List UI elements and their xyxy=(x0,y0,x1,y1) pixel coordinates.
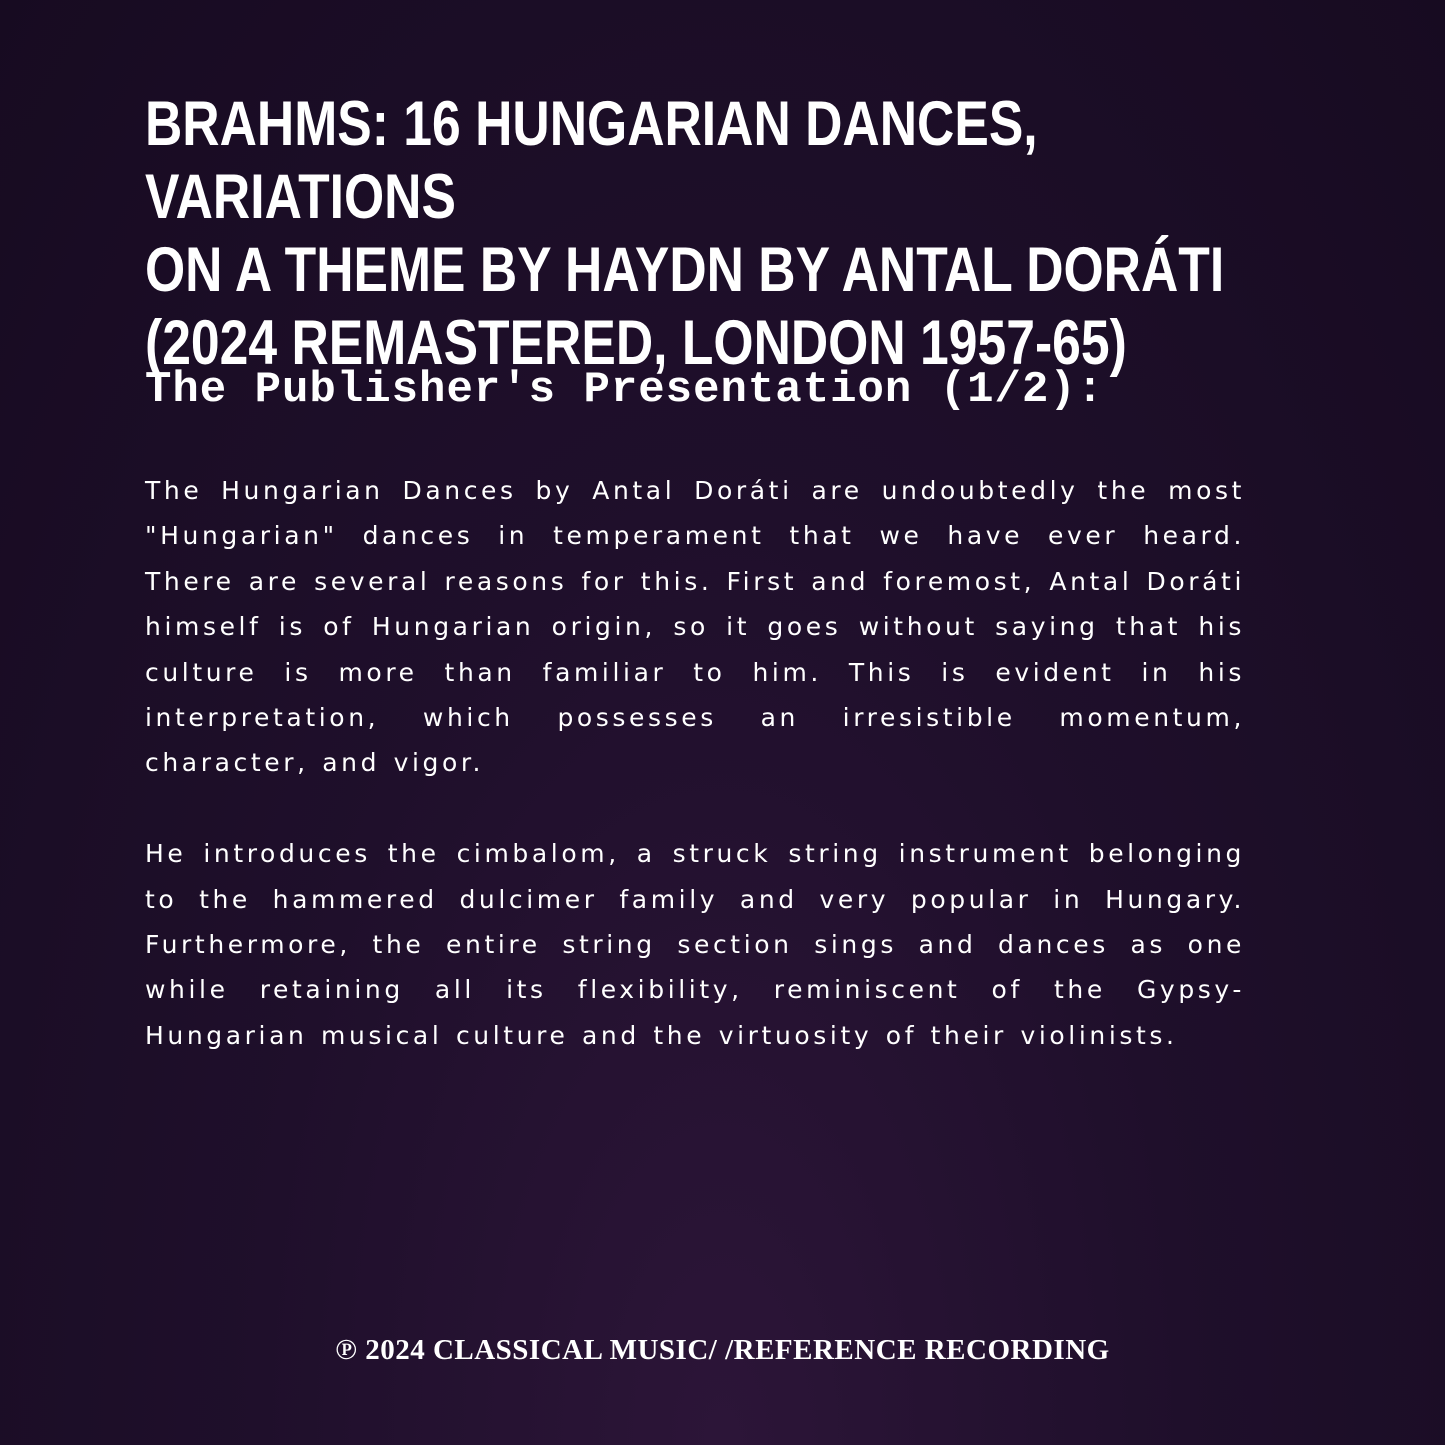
footer xyxy=(0,1330,1445,1370)
presentation-paragraph-2: He introduces the cimbalom, a struck string instrument belonging to the hammered dulcimer family and very popular in Hungary. Furthermore, the entire string section sings and dances as one while retaining all its flexibility, reminiscent of the Gypsy-Hungarian musical culture and the virtuosity of their violinists. xyxy=(145,839,1245,1050)
presentation-text xyxy=(145,468,1245,1058)
presentation-paragraph-1: The Hungarian Dances by Antal Doráti are undoubtedly the most "Hungarian" dances in temperament that we have ever heard. There are several reasons for this. First and foremost, Antal Doráti himself is of Hungarian origin, so it goes without saying that his culture is more than familiar to him. This is evident in his interpretation, which possesses an irresistible momentum, character, and vigor. xyxy=(145,476,1245,778)
album-title: BRAHMS: 16 HUNGARIAN DANCES, VARIATIONS ON A THEME BY HAYDN BY ANTAL DORÁTI (2024 REMASTERED, LONDON 1957-65) xyxy=(145,89,1225,378)
copyright-credit: ℗ 2024 CLASSICAL MUSIC/ /REFERENCE RECORDING xyxy=(335,1334,1110,1366)
section-heading: The Publisher's Presentation (1/2): xyxy=(145,365,1105,415)
